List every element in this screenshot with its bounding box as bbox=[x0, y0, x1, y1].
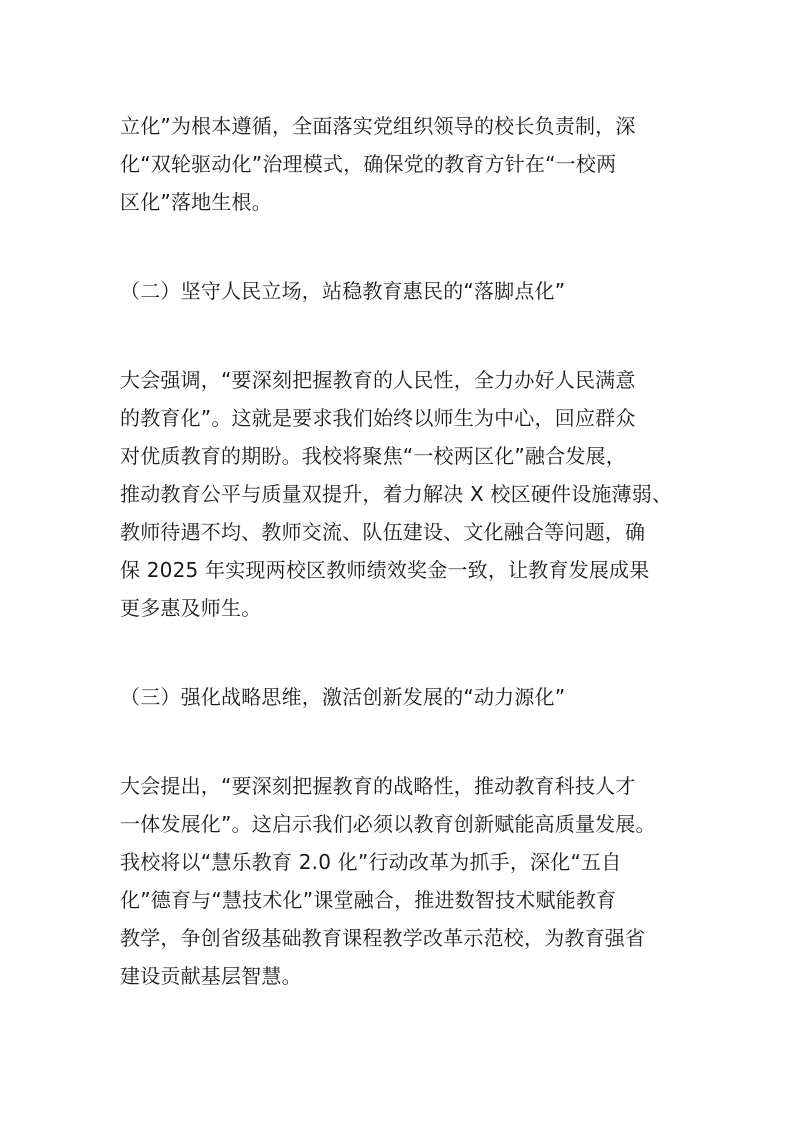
paragraph-3-line-4: 推动教育公平与质量双提升，着力解决 X 校区硬件设施薄弱、 bbox=[120, 482, 673, 506]
paragraph-5-line-1: 大会提出，“要深刻把握教育的战略性，推动教育科技人才 bbox=[120, 774, 636, 798]
paragraph-5-line-3: 我校将以“慧乐教育 2.0 化”行动改革为抓手，深化“五自 bbox=[120, 850, 622, 874]
paragraph-5-line-5: 教学，争创省级基础教育课程教学改革示范校，为教育强省 bbox=[120, 926, 646, 950]
paragraph-3-line-6: 保 2025 年实现两校区教师绩效奖金一致，让教育发展成果 bbox=[120, 558, 650, 582]
paragraph-1-line-1: 立化”为根本遵循，全面落实党组织领导的校长负责制，深 bbox=[120, 114, 636, 138]
paragraph-3-line-2: 的教育化”。这就是要求我们始终以师生为中心，回应群众 bbox=[120, 406, 636, 430]
section-heading-3: （三）强化战略思维，激活创新发展的“动力源化” bbox=[120, 685, 566, 709]
paragraph-3-line-1: 大会强调，“要深刻把握教育的人民性，全力办好人民满意 bbox=[120, 368, 636, 392]
paragraph-5-line-6: 建设贡献基层智慧。 bbox=[120, 964, 302, 988]
paragraph-5-line-4: 化”德育与“慧技术化”课堂融合，推进数智技术赋能教育 bbox=[120, 888, 617, 912]
paragraph-1-line-2: 化“双轮驱动化”治理模式，确保党的教育方针在“一校两 bbox=[120, 152, 617, 176]
paragraph-3-line-7: 更多惠及师生。 bbox=[120, 596, 262, 620]
paragraph-5-line-2: 一体发展化”。这启示我们必须以教育创新赋能高质量发展。 bbox=[120, 812, 656, 836]
paragraph-1-line-3: 区化”落地生根。 bbox=[120, 190, 272, 214]
paragraph-3-line-5: 教师待遇不均、教师交流、队伍建设、文化融合等问题，确 bbox=[120, 520, 646, 544]
section-heading-2: （二）坚守人民立场，站稳教育惠民的“落脚点化” bbox=[120, 279, 566, 303]
paragraph-3-line-3: 对优质教育的期盼。我校将聚焦“一校两区化”融合发展， bbox=[120, 444, 626, 468]
